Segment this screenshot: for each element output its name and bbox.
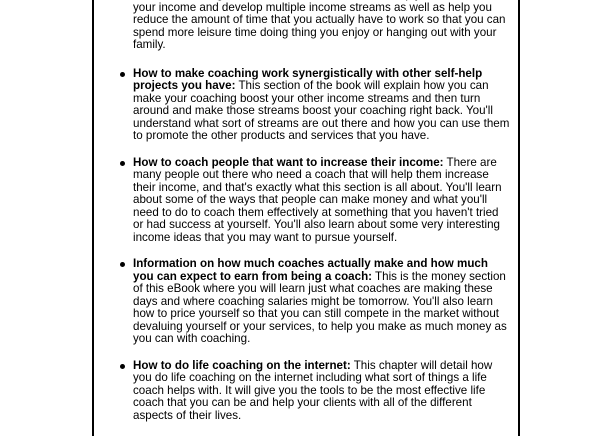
bullet-heading: How to coach people that want to increase their income:: [133, 155, 444, 169]
bullet-icon: [120, 72, 125, 77]
bullet-icon: [120, 262, 125, 267]
bullet-text: This section of the book will explain how you can make your coaching boost your other income streams and then turn around and make those streams boost your coaching right back. You'll understand what sort of streams are out there and how you can use them to promote the other products and services that you have.: [133, 79, 510, 142]
list-item: [120, 360, 510, 423]
list-item: [120, 157, 510, 245]
intro-paragraph: your income and develop multiple income streams as well as help you reduce the amount of time that you actually have to work so that you can spend more leisure time doing thing you enjoy or hanging out with your family.: [133, 0, 506, 51]
document-body: [120, 0, 510, 422]
bullet-text: There are many people out there who need a coach that will help them increase their income, and that's exactly what this section is all about. You'll learn about some of the ways that people can make money and what you'll need to do to coach them effectively at something that you haven't tried or had success at yourself. You'll also learn about some very interesting income ideas that you may want to pursue yourself.: [133, 155, 502, 244]
bullet-icon: [120, 161, 125, 166]
bullet-heading: How to do life coaching on the internet:: [133, 358, 351, 372]
bullet-text: This chapter will detail how you do life coaching on the internet including what sort of things a life coach helps with. It will give you the tools to be the most effective life coach that you can be and help your clients with all of the different aspects of their lives.: [133, 358, 493, 422]
bullet-icon: [120, 364, 125, 369]
bullet-heading: How to make coaching work synergistically with other self-help projects you have:: [133, 66, 483, 92]
list-item: [120, 258, 510, 346]
bullet-heading: Information on how much coaches actually make and how much you can expect to earn from being a coach:: [133, 257, 488, 283]
bullet-text: This is the money section of this eBook where you will learn just what coaches are making these days and where coaching salaries might be tomorrow. You'll also learn how to price yourself so that you can still compete in the market without devaluing yourself or your services, to help you make as much money as you can with coaching.: [133, 269, 507, 345]
list-item: [120, 68, 510, 143]
bullet-list: [120, 68, 510, 423]
